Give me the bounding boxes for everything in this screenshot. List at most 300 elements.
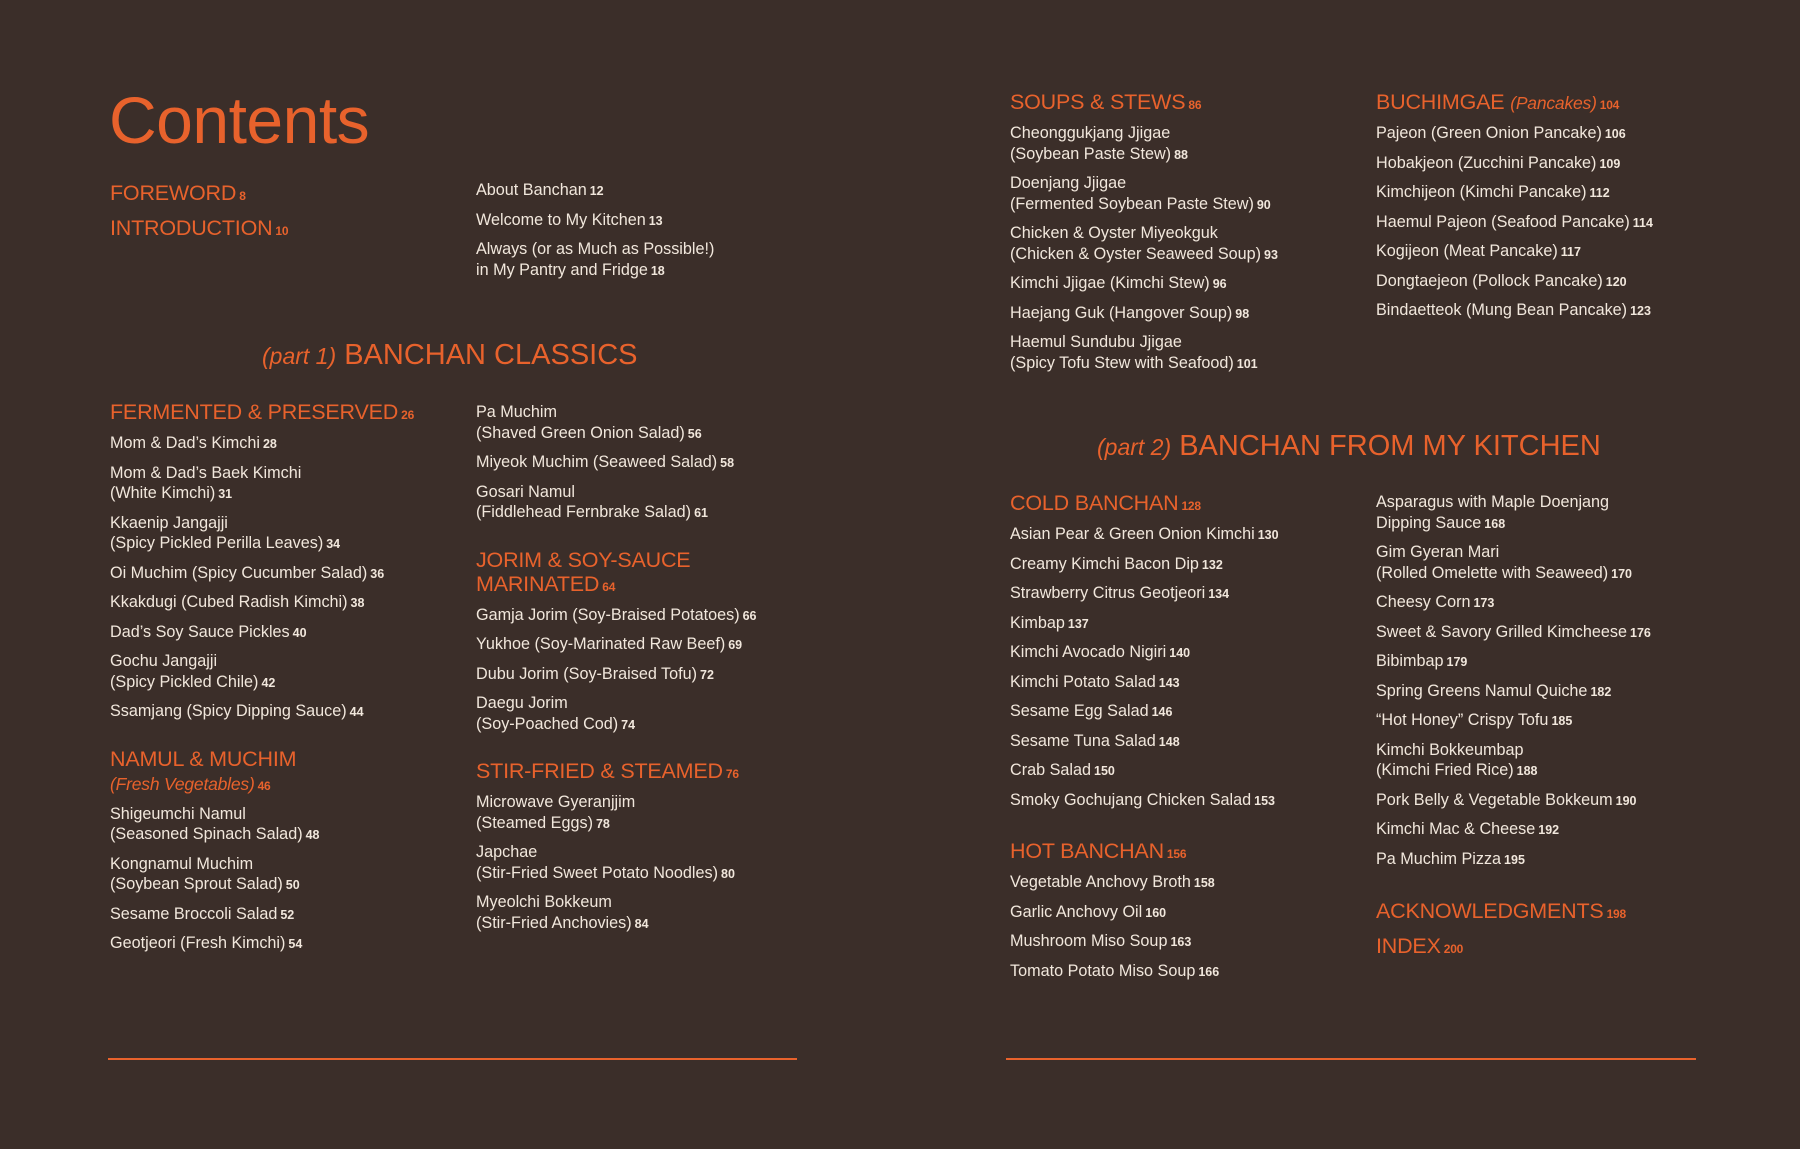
toc-entry[interactable] xyxy=(1376,492,1721,534)
toc-entry-line: Chicken & Oyster Miyeokguk xyxy=(1010,224,1218,242)
page-number: 134 xyxy=(1208,587,1230,601)
col-right-c xyxy=(1010,491,1355,990)
toc-entry-text: Tomato Potato Miso Soup xyxy=(1010,961,1196,980)
namul-cont-list xyxy=(476,402,821,524)
page-number: 179 xyxy=(1446,655,1468,669)
toc-entry[interactable] xyxy=(476,842,821,884)
page-number: 182 xyxy=(1590,684,1612,699)
toc-entry-line xyxy=(110,904,455,926)
toc-entry-line xyxy=(1376,651,1721,673)
toc-link-foreword[interactable]: FOREWORD 8 xyxy=(110,181,246,205)
toc-entry-line xyxy=(476,913,821,935)
toc-entry-line xyxy=(110,592,455,614)
section-heading-hot[interactable]: HOT BANCHAN 156 xyxy=(1010,839,1187,863)
col-right-d xyxy=(1376,492,1721,964)
toc-entry[interactable] xyxy=(1010,524,1355,546)
page-number: 90 xyxy=(1256,197,1271,212)
toc-entry-line xyxy=(110,701,455,723)
toc-entry-line xyxy=(476,423,821,445)
toc-entry-text: Kogijeon (Meat Pancake) xyxy=(1376,242,1558,260)
toc-entry-text: (Spicy Tofu Stew with Seafood) xyxy=(1010,353,1234,372)
toc-entry-line: Gochu Jangajji xyxy=(110,652,218,670)
toc-entry-line xyxy=(1010,872,1355,894)
toc-entry[interactable] xyxy=(110,933,455,955)
toc-entry-text: Dubu Jorim (Soy-Braised Tofu) xyxy=(476,664,698,683)
toc-entry[interactable] xyxy=(110,622,455,644)
col-right-b xyxy=(1376,90,1721,330)
toc-entry[interactable] xyxy=(1376,849,1721,871)
toc-entry[interactable] xyxy=(1010,332,1355,374)
soups-list xyxy=(1010,123,1355,374)
buchimgae-list xyxy=(1376,123,1721,322)
toc-entry-text: Kimchi Jjigae (Kimchi Stew) xyxy=(1010,274,1210,292)
toc-entry-line xyxy=(476,210,836,232)
toc-entry-line xyxy=(1010,353,1355,375)
page-number: 117 xyxy=(1560,245,1581,259)
section-heading-namul[interactable]: NAMUL & MUCHIM xyxy=(110,746,297,771)
toc-entry-text: (Stir-Fried Anchovies) xyxy=(476,913,632,932)
toc-entry[interactable] xyxy=(476,180,836,202)
page-number: 192 xyxy=(1538,823,1560,837)
page-number: 176 xyxy=(1630,625,1651,640)
page-number: 34 xyxy=(326,537,341,551)
toc-entry-line xyxy=(110,874,455,896)
page-number: 69 xyxy=(728,638,743,652)
toc-entry-text: Sweet & Savory Grilled Kimcheese xyxy=(1376,622,1628,641)
toc-entry-text: Dipping Sauce xyxy=(1376,513,1482,532)
section-heading-soups[interactable]: SOUPS & STEWS 86 xyxy=(1010,90,1202,114)
toc-entry-line xyxy=(1376,241,1721,263)
toc-entry[interactable] xyxy=(1010,961,1355,983)
page-number: 163 xyxy=(1170,935,1192,949)
toc-entry-line: Haemul Sundubu Jjigae xyxy=(1010,333,1182,351)
toc-entry[interactable] xyxy=(110,463,455,505)
toc-entry-line xyxy=(476,634,821,656)
page-number: 146 xyxy=(1151,705,1173,719)
toc-entry-text: Mushroom Miso Soup xyxy=(1010,932,1168,950)
toc-entry-line xyxy=(1376,153,1721,175)
col-left-b: Pa Muchim (Shaved Green Onion Salad) 56 Miyeok Muchim (Seaweed Salad) 58 Gosari Namul (Fiddlehead Fernbrake Salad) 61 JORIM & SOY-SAUCE MARINATED 64 Gamja Jorim (Soy-Braised Potatoes) 66 Yukhoe (Soy-Marinated Raw Beef) 69 Dubu Jorim (Soy-Braised Tofu) 72 Daegu Jorim (Soy-Poached Cod) 74 STIR-FRIED & STEAMED 76 Microwave Gyeranjjim (Steamed Eggs) 78 Japchae (Stir-Fried Sweet Potato Noodles) 80 Myeolchi Bokkeum (Stir-Fried Anchovies) 84 xyxy=(476,402,821,942)
toc-entry-text: Creamy Kimchi Bacon Dip xyxy=(1010,554,1199,573)
toc-entry-line xyxy=(1376,300,1721,322)
toc-entry-line: Myeolchi Bokkeum xyxy=(476,893,612,911)
toc-link-introduction[interactable]: INTRODUCTION 10 xyxy=(110,216,289,240)
toc-entry-line xyxy=(1010,790,1355,812)
toc-entry-text: Mom & Dad’s Kimchi xyxy=(110,434,260,452)
toc-entry-line xyxy=(1010,642,1355,664)
page-number: 160 xyxy=(1145,905,1167,920)
toc-entry[interactable] xyxy=(1010,731,1355,753)
toc-entry-text: Spring Greens Namul Quiche xyxy=(1376,681,1588,700)
toc-entry[interactable] xyxy=(1010,701,1355,723)
page-number: 42 xyxy=(261,675,276,690)
toc-entry-line xyxy=(476,714,821,736)
page-number: 74 xyxy=(621,717,636,732)
section-heading-fermented[interactable]: FERMENTED & PRESERVED 26 xyxy=(110,400,415,424)
toc-entry-line xyxy=(476,452,821,474)
toc-entry[interactable] xyxy=(1376,710,1721,732)
toc-entry-line xyxy=(1010,273,1355,295)
page-number: 123 xyxy=(1630,304,1651,318)
toc-entry-text: (Rolled Omelette with Seaweed) xyxy=(1376,563,1609,582)
toc-entry-line: Asparagus with Maple Doenjang xyxy=(1376,493,1610,511)
toc-entry[interactable] xyxy=(1010,223,1355,265)
toc-entry-line xyxy=(1010,554,1355,576)
toc-entry-text: Haejang Guk (Hangover Soup) xyxy=(1010,303,1233,322)
toc-entry-line xyxy=(1376,681,1721,703)
front-matter-left xyxy=(110,178,440,246)
toc-entry-line: Japchae xyxy=(476,843,538,861)
toc-entry-text: Smoky Gochujang Chicken Salad xyxy=(1010,790,1252,809)
page-number: 96 xyxy=(1212,277,1227,291)
toc-entry[interactable] xyxy=(1010,273,1355,295)
toc-entry-text: Vegetable Anchovy Broth xyxy=(1010,873,1191,891)
toc-entry-text: Kimchi Mac & Cheese xyxy=(1376,820,1536,838)
toc-entry[interactable] xyxy=(1010,303,1355,325)
toc-entry-line xyxy=(110,824,455,846)
page-number: 78 xyxy=(595,816,610,831)
toc-entry-text: Ssamjang (Spicy Dipping Sauce) xyxy=(110,702,347,720)
toc-entry-text: Geotjeori (Fresh Kimchi) xyxy=(110,934,286,952)
toc-entry-text: (Kimchi Fried Rice) xyxy=(1376,761,1514,779)
toc-entry-line xyxy=(1376,271,1721,293)
toc-entry[interactable] xyxy=(1010,123,1355,165)
toc-entry[interactable] xyxy=(476,239,836,281)
toc-entry-line xyxy=(110,672,455,694)
toc-entry[interactable] xyxy=(1376,592,1721,614)
toc-entry-text: (Fiddlehead Fernbrake Salad) xyxy=(476,503,692,521)
left-footer-rule xyxy=(108,1058,797,1060)
toc-entry-line xyxy=(110,622,455,644)
jorim-list xyxy=(476,605,821,736)
page-number: 185 xyxy=(1551,714,1573,728)
toc-entry-line xyxy=(1010,303,1355,325)
toc-entry[interactable] xyxy=(110,854,455,896)
toc-entry[interactable] xyxy=(1376,300,1721,322)
col-right-a xyxy=(1010,90,1355,382)
toc-entry[interactable] xyxy=(110,904,455,926)
page-number: 143 xyxy=(1158,675,1180,690)
toc-entry[interactable] xyxy=(476,892,821,934)
toc-entry-text: (Seasoned Spinach Salad) xyxy=(110,825,303,843)
toc-entry[interactable] xyxy=(1376,241,1721,263)
page-number: 195 xyxy=(1504,852,1525,867)
page-number: 168 xyxy=(1484,516,1506,531)
toc-entry-line xyxy=(1376,563,1721,585)
toc-entry-line xyxy=(1010,701,1355,723)
toc-entry-line xyxy=(1010,144,1355,166)
toc-entry-line xyxy=(476,180,836,202)
page-number: 170 xyxy=(1611,566,1632,581)
toc-entry[interactable] xyxy=(1010,672,1355,694)
toc-entry[interactable] xyxy=(1376,153,1721,175)
section-heading-stirfried[interactable]: STIR-FRIED & STEAMED 76 xyxy=(476,759,739,783)
page-number: 28 xyxy=(262,437,277,451)
toc-entry-line xyxy=(1010,613,1355,635)
toc-entry-line xyxy=(1376,212,1721,234)
toc-entry[interactable] xyxy=(110,651,455,693)
toc-entry-line xyxy=(1010,672,1355,694)
page-number: 66 xyxy=(742,608,757,623)
page-number: 148 xyxy=(1158,734,1180,749)
toc-entry[interactable] xyxy=(1376,819,1721,841)
toc-entry[interactable] xyxy=(1376,123,1721,145)
page-number: 31 xyxy=(218,487,233,501)
page-number: 130 xyxy=(1257,528,1279,542)
page-number: 166 xyxy=(1198,964,1220,979)
toc-entry-text: Haemul Pajeon (Seafood Pancake) xyxy=(1376,212,1630,231)
toc-entry[interactable] xyxy=(476,452,821,474)
page-number: 114 xyxy=(1632,215,1653,230)
toc-entry[interactable] xyxy=(1376,212,1721,234)
page-number: 52 xyxy=(280,907,295,922)
toc-entry-line xyxy=(1010,760,1355,782)
page-number: 98 xyxy=(1235,306,1250,321)
page-number: 158 xyxy=(1193,876,1215,890)
toc-entry-text: Bibimbap xyxy=(1376,652,1444,670)
page-number: 72 xyxy=(700,667,714,682)
right-footer-rule xyxy=(1006,1058,1696,1060)
page-number: 61 xyxy=(694,506,708,520)
toc-entry[interactable] xyxy=(1010,613,1355,635)
toc-entry-text: (Spicy Pickled Chile) xyxy=(110,672,259,691)
toc-entry-text: (White Kimchi) xyxy=(110,484,216,502)
toc-entry-line: Shigeumchi Namul xyxy=(110,804,246,823)
toc-entry-text: Miyeok Muchim (Seaweed Salad) xyxy=(476,453,718,471)
page-number: 140 xyxy=(1169,646,1191,660)
toc-entry[interactable] xyxy=(1376,790,1721,812)
toc-entry-text: Oi Muchim (Spicy Cucumber Salad) xyxy=(110,563,368,582)
page-number: 13 xyxy=(648,213,663,228)
toc-entry-line xyxy=(1010,194,1355,216)
toc-entry-text: (Shaved Green Onion Salad) xyxy=(476,423,685,442)
toc-entry-line xyxy=(1376,123,1721,145)
toc-entry-line xyxy=(1010,931,1355,953)
page-number: 44 xyxy=(349,705,364,719)
front-matter-list xyxy=(476,180,836,281)
toc-entry-text: Dongtaejeon (Pollock Pancake) xyxy=(1376,271,1603,290)
page-number: 112 xyxy=(1589,186,1610,200)
toc-entry-text: (Stir-Fried Sweet Potato Noodles) xyxy=(476,863,719,882)
toc-entry-line xyxy=(1376,592,1721,614)
toc-entry-line: Gosari Namul xyxy=(476,482,575,501)
toc-entry-text: Sesame Tuna Salad xyxy=(1010,731,1156,750)
toc-entry-line: Pa Muchim xyxy=(476,403,557,421)
page-number: 120 xyxy=(1605,274,1627,289)
page-number: 36 xyxy=(370,566,385,581)
toc-entry-line: Microwave Gyeranjjim xyxy=(476,793,636,811)
page-number: 58 xyxy=(720,456,735,470)
toc-entry-text: About Banchan xyxy=(476,181,587,199)
col-left-a: FERMENTED & PRESERVED 26 Mom & Dad’s Kimchi 28 Mom & Dad’s Baek Kimchi (White Kimchi) 31 Kkaenip Jangajji (Spicy Pickled Perilla Leaves) 34 Oi Muchim (Spicy Cucumber Salad) 36 Kkakdugi (Cubed Radish Kimchi) 38 Dad’s Soy Sauce Pickles 40 Gochu Jangajji (Spicy Pickled Chile) 42 Ssamjang (Spicy Dipping Sauce) 44 NAMUL & MUCHIM (Fresh Vegetables) 46 Shigeumchi Namul (Seasoned Spinach Salad) 48 Kongnamul Muchim (Soybean Sprout Salad) 50 Sesame Broccoli Salad 52 Geotjeori (Fresh Kimchi) 54 xyxy=(110,400,455,963)
toc-entry[interactable] xyxy=(1376,651,1721,673)
page-number: 48 xyxy=(305,828,320,842)
toc-entry[interactable] xyxy=(1376,681,1721,703)
page-number: 50 xyxy=(285,878,300,892)
toc-entry-text: Welcome to My Kitchen xyxy=(476,210,646,229)
toc-entry-text: Yukhoe (Soy-Marinated Raw Beef) xyxy=(476,635,726,653)
toc-entry[interactable] xyxy=(476,605,821,627)
page-number: 18 xyxy=(650,263,665,278)
toc-entry-line xyxy=(1376,513,1721,535)
toc-entry[interactable] xyxy=(1376,542,1721,584)
toc-entry-line xyxy=(1010,583,1355,605)
toc-entry-line: Kkaenip Jangajji xyxy=(110,513,228,532)
toc-entry-line: Doenjang Jjigae xyxy=(1010,174,1127,192)
toc-entry-text: Kkakdugi (Cubed Radish Kimchi) xyxy=(110,593,348,611)
toc-entry-text: Bindaetteok (Mung Bean Pancake) xyxy=(1376,301,1628,319)
toc-entry-line xyxy=(476,605,821,627)
page-number: 40 xyxy=(292,625,307,640)
toc-entry-text: Asian Pear & Green Onion Kimchi xyxy=(1010,525,1255,543)
toc-entry-line: Always (or as Much as Possible!) xyxy=(476,240,715,258)
toc-entry[interactable] xyxy=(1376,740,1721,782)
page-number: 56 xyxy=(687,426,702,441)
toc-entry-line xyxy=(1376,760,1721,782)
fermented-list xyxy=(110,433,455,723)
toc-entry-text: Pajeon (Green Onion Pancake) xyxy=(1376,124,1602,142)
toc-entry-line xyxy=(110,563,455,585)
toc-entry[interactable] xyxy=(110,563,455,585)
page-title: Contents xyxy=(109,83,370,157)
toc-link-acknowledgments[interactable]: ACKNOWLEDGMENTS 198 xyxy=(1376,899,1626,923)
toc-entry[interactable] xyxy=(1376,622,1721,644)
toc-entry-text: (Soybean Paste Stew) xyxy=(1010,144,1172,163)
toc-entry[interactable] xyxy=(110,513,455,555)
toc-entry[interactable] xyxy=(1010,931,1355,953)
page-number: 84 xyxy=(634,916,649,931)
toc-entry-text: Sesame Broccoli Salad xyxy=(110,904,278,923)
toc-entry[interactable] xyxy=(1010,872,1355,894)
section-heading-buchimgae[interactable]: BUCHIMGAE (Pancakes) 104 xyxy=(1376,90,1620,114)
toc-link-index[interactable]: INDEX 200 xyxy=(1376,934,1464,958)
toc-entry-line: Kongnamul Muchim xyxy=(110,854,254,873)
toc-entry[interactable] xyxy=(1010,583,1355,605)
toc-entry-text: Hobakjeon (Zucchini Pancake) xyxy=(1376,153,1597,172)
page-number: 106 xyxy=(1604,127,1626,141)
page-number: 150 xyxy=(1094,764,1115,778)
toc-entry-text: Crab Salad xyxy=(1010,761,1091,779)
toc-entry-line xyxy=(1010,902,1355,924)
toc-entry-line xyxy=(1376,622,1721,644)
toc-entry[interactable] xyxy=(476,693,821,735)
toc-entry[interactable] xyxy=(1010,554,1355,576)
toc-entry-line xyxy=(1376,819,1721,841)
toc-entry-line xyxy=(1010,731,1355,753)
toc-entry-text: Sesame Egg Salad xyxy=(1010,702,1149,720)
toc-entry[interactable] xyxy=(110,804,455,846)
toc-entry[interactable] xyxy=(1010,790,1355,812)
page-number: 54 xyxy=(288,937,303,951)
toc-entry[interactable] xyxy=(476,792,821,834)
toc-entry[interactable] xyxy=(110,701,455,723)
toc-entry-text: (Soy-Poached Cod) xyxy=(476,714,619,733)
toc-entry-text: Kimchijeon (Kimchi Pancake) xyxy=(1376,183,1587,201)
page-number: 153 xyxy=(1254,793,1276,808)
toc-entry-line: Gim Gyeran Mari xyxy=(1376,543,1500,561)
page-number: 88 xyxy=(1174,147,1188,162)
page-number: 109 xyxy=(1599,156,1621,171)
toc-entry-line: Cheonggukjang Jjigae xyxy=(1010,124,1171,142)
part-2-heading: (part 2) BANCHAN FROM MY KITCHEN xyxy=(1097,430,1601,462)
section-heading-jorim[interactable]: JORIM & SOY-SAUCE xyxy=(476,547,691,572)
toc-entry[interactable] xyxy=(1376,182,1721,204)
toc-entry[interactable] xyxy=(476,402,821,444)
toc-entry-line xyxy=(476,664,821,686)
page-number: 137 xyxy=(1067,616,1089,631)
toc-entry-text: (Steamed Eggs) xyxy=(476,813,593,832)
namul-list xyxy=(110,804,455,955)
toc-entry[interactable] xyxy=(476,634,821,656)
toc-entry-text: Kimchi Avocado Nigiri xyxy=(1010,643,1167,661)
toc-entry-line xyxy=(476,260,836,282)
page-number: 93 xyxy=(1264,247,1278,262)
hot-list xyxy=(1010,872,1355,982)
toc-entry-line xyxy=(1010,524,1355,546)
toc-entry[interactable] xyxy=(476,664,821,686)
stirfried-list xyxy=(476,792,821,934)
page-number: 38 xyxy=(350,596,365,610)
toc-entry-line: Daegu Jorim xyxy=(476,694,568,712)
toc-entry-line xyxy=(110,483,455,505)
toc-entry-text: “Hot Honey” Crispy Tofu xyxy=(1376,711,1549,729)
toc-entry[interactable] xyxy=(1010,642,1355,664)
toc-entry-text: (Fermented Soybean Paste Stew) xyxy=(1010,194,1254,213)
toc-entry[interactable] xyxy=(1010,902,1355,924)
page-number: 190 xyxy=(1615,793,1637,808)
toc-entry-text: Garlic Anchovy Oil xyxy=(1010,902,1143,921)
cold-list xyxy=(1010,524,1355,811)
toc-entry-text: in My Pantry and Fridge xyxy=(476,260,648,279)
toc-entry-text: Pa Muchim Pizza xyxy=(1376,849,1502,868)
page-number: 132 xyxy=(1201,557,1223,572)
toc-entry-text: Cheesy Corn xyxy=(1376,593,1471,611)
toc-entry-text: (Chicken & Oyster Seaweed Soup) xyxy=(1010,244,1262,263)
front-matter-right xyxy=(476,180,836,289)
toc-entry-line xyxy=(476,863,821,885)
page-number: 188 xyxy=(1516,764,1538,778)
part-1-heading: (part 1) BANCHAN CLASSICS xyxy=(262,339,638,371)
toc-entry[interactable] xyxy=(476,482,821,524)
toc-entry-line xyxy=(476,502,821,524)
toc-entry-line: Mom & Dad’s Baek Kimchi xyxy=(110,463,302,482)
toc-entry-line xyxy=(1376,849,1721,871)
toc-entry-text: Kimbap xyxy=(1010,613,1065,632)
toc-entry[interactable] xyxy=(1376,271,1721,293)
page-number: 12 xyxy=(589,184,604,198)
toc-entry-line xyxy=(1376,710,1721,732)
toc-entry-line: Kimchi Bokkeumbap xyxy=(1376,740,1524,759)
page-number: 80 xyxy=(721,866,735,881)
hot-cont-list xyxy=(1376,492,1721,870)
toc-entry-line xyxy=(1010,244,1355,266)
toc-entry[interactable] xyxy=(110,592,455,614)
toc-entry-text: Kimchi Potato Salad xyxy=(1010,672,1156,691)
toc-entry[interactable] xyxy=(1010,760,1355,782)
toc-entry[interactable] xyxy=(476,210,836,232)
toc-entry-line xyxy=(1376,182,1721,204)
toc-entry-line xyxy=(110,933,455,955)
section-heading-cold[interactable]: COLD BANCHAN 128 xyxy=(1010,491,1201,515)
page-number: 101 xyxy=(1236,356,1258,371)
toc-entry-text: (Soybean Sprout Salad) xyxy=(110,875,283,893)
toc-entry-text: Strawberry Citrus Geotjeori xyxy=(1010,584,1206,602)
toc-entry[interactable] xyxy=(1010,173,1355,215)
toc-entry-line xyxy=(476,813,821,835)
toc-entry[interactable] xyxy=(110,433,455,455)
toc-entry-text: Dad’s Soy Sauce Pickles xyxy=(110,622,290,641)
page-number: 173 xyxy=(1473,596,1495,610)
